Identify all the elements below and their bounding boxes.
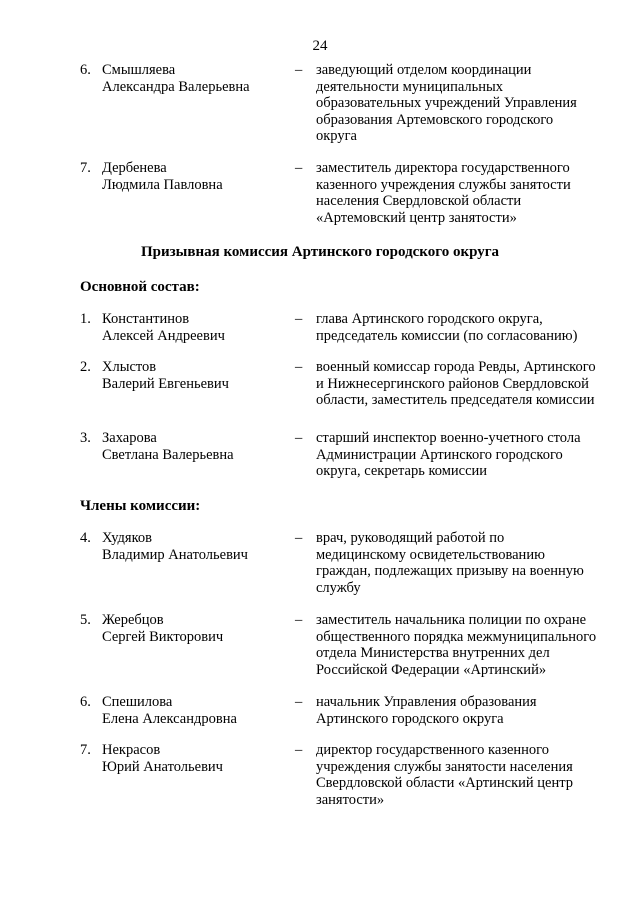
position-description	[316, 359, 616, 409]
surname: Худяков	[102, 530, 152, 546]
surname: Некрасов	[102, 742, 161, 758]
description-line: общественного порядка межмуниципального	[316, 628, 597, 645]
description-line: Российской Федерации «Артинский»	[316, 661, 547, 678]
item-number: 7.	[80, 742, 91, 758]
surname: Дербенева	[102, 160, 167, 176]
surname: Константинов	[102, 311, 190, 327]
person-name	[102, 311, 292, 344]
item-number: 2.	[80, 359, 91, 375]
description-line: округа, секретарь комиссии	[316, 463, 488, 479]
position-description	[316, 62, 616, 145]
given-names: Сергей Викторович	[102, 628, 224, 645]
position-description	[316, 430, 616, 480]
given-names: Светлана Валерьевна	[102, 446, 234, 463]
commission-title: Призывная комиссия Артинского городского округа	[140, 244, 500, 260]
given-names: Владимир Анатольевич	[102, 546, 248, 563]
position-description	[316, 311, 616, 344]
dash: –	[295, 742, 303, 758]
position-description	[316, 160, 616, 226]
description-line: «Артемовский центр занятости»	[316, 209, 517, 226]
item-number: 3.	[80, 430, 91, 446]
item-number: 7.	[80, 160, 91, 176]
description-line: учреждения службы занятости населения	[316, 758, 573, 775]
person-name	[102, 62, 292, 95]
description-line: службу	[316, 579, 361, 596]
main-composition-heading: Основной состав:	[80, 279, 200, 295]
description-line: глава Артинского городского округа,	[316, 311, 543, 327]
item-number: 4.	[80, 530, 91, 546]
description-line: старший инспектор военно-учетного стола	[316, 430, 581, 446]
person-name	[102, 612, 292, 645]
description-line: занятости»	[316, 791, 385, 808]
page-number: 24	[312, 38, 328, 54]
description-line: образовательных учреждений Управления	[316, 95, 577, 111]
description-line: отдела Министерства внутренних дел	[316, 645, 550, 661]
surname: Смышляева	[102, 62, 176, 78]
dash: –	[295, 612, 303, 628]
description-line: Администрации Артинского городского	[316, 446, 563, 463]
members-heading: Члены комиссии:	[80, 498, 201, 514]
position-description	[316, 742, 616, 808]
person-name	[102, 694, 292, 727]
description-line: граждан, подлежащих призыву на военную	[316, 563, 584, 579]
description-line: медицинскому освидетельствованию	[316, 546, 545, 563]
given-names: Александра Валерьевна	[102, 78, 250, 95]
person-name	[102, 742, 292, 775]
surname: Хлыстов	[102, 359, 157, 375]
dash: –	[295, 694, 303, 710]
item-number: 6.	[80, 694, 91, 710]
dash: –	[295, 359, 303, 375]
dash: –	[295, 530, 303, 546]
description-line: области, заместитель председателя комиссии	[316, 392, 595, 408]
description-line: заместитель начальника полиции по охране	[316, 612, 587, 628]
person-name	[102, 530, 292, 563]
description-line: деятельности муниципальных	[316, 78, 504, 95]
description-line: населения Свердловской области	[316, 193, 522, 209]
given-names: Алексей Андреевич	[102, 327, 225, 344]
description-line: председатель комиссии (по согласованию)	[316, 327, 578, 344]
given-names: Людмила Павловна	[102, 176, 223, 193]
surname: Жеребцов	[102, 612, 164, 628]
dash: –	[295, 160, 303, 176]
description-line: казенного учреждения службы занятости	[316, 176, 571, 193]
item-number: 5.	[80, 612, 91, 628]
description-line: военный комиссар города Ревды, Артинского	[316, 359, 596, 375]
given-names: Валерий Евгеньевич	[102, 375, 229, 392]
given-names: Елена Александровна	[102, 710, 237, 727]
item-number: 6.	[80, 62, 91, 78]
person-name	[102, 359, 292, 392]
description-line: Свердловской области «Артинский центр	[316, 775, 574, 791]
description-line: образования Артемовского городского	[316, 111, 554, 128]
description-line: врач, руководящий работой по	[316, 530, 505, 546]
description-line: Артинского городского округа	[316, 710, 504, 727]
dash: –	[295, 430, 303, 446]
position-description	[316, 694, 616, 727]
surname: Спешилова	[102, 694, 173, 710]
surname: Захарова	[102, 430, 157, 446]
position-description	[316, 612, 616, 678]
person-name	[102, 430, 292, 463]
description-line: начальник Управления образования	[316, 694, 537, 710]
dash: –	[295, 311, 303, 327]
description-line: и Нижнесергинского районов Свердловской	[316, 375, 589, 392]
dash: –	[295, 62, 303, 78]
given-names: Юрий Анатольевич	[102, 758, 223, 775]
person-name	[102, 160, 292, 193]
description-line: округа	[316, 128, 357, 144]
description-line: директор государственного казенного	[316, 742, 550, 758]
position-description	[316, 530, 616, 596]
item-number: 1.	[80, 311, 91, 327]
description-line: заведующий отделом координации	[316, 62, 532, 78]
description-line: заместитель директора государственного	[316, 160, 570, 176]
